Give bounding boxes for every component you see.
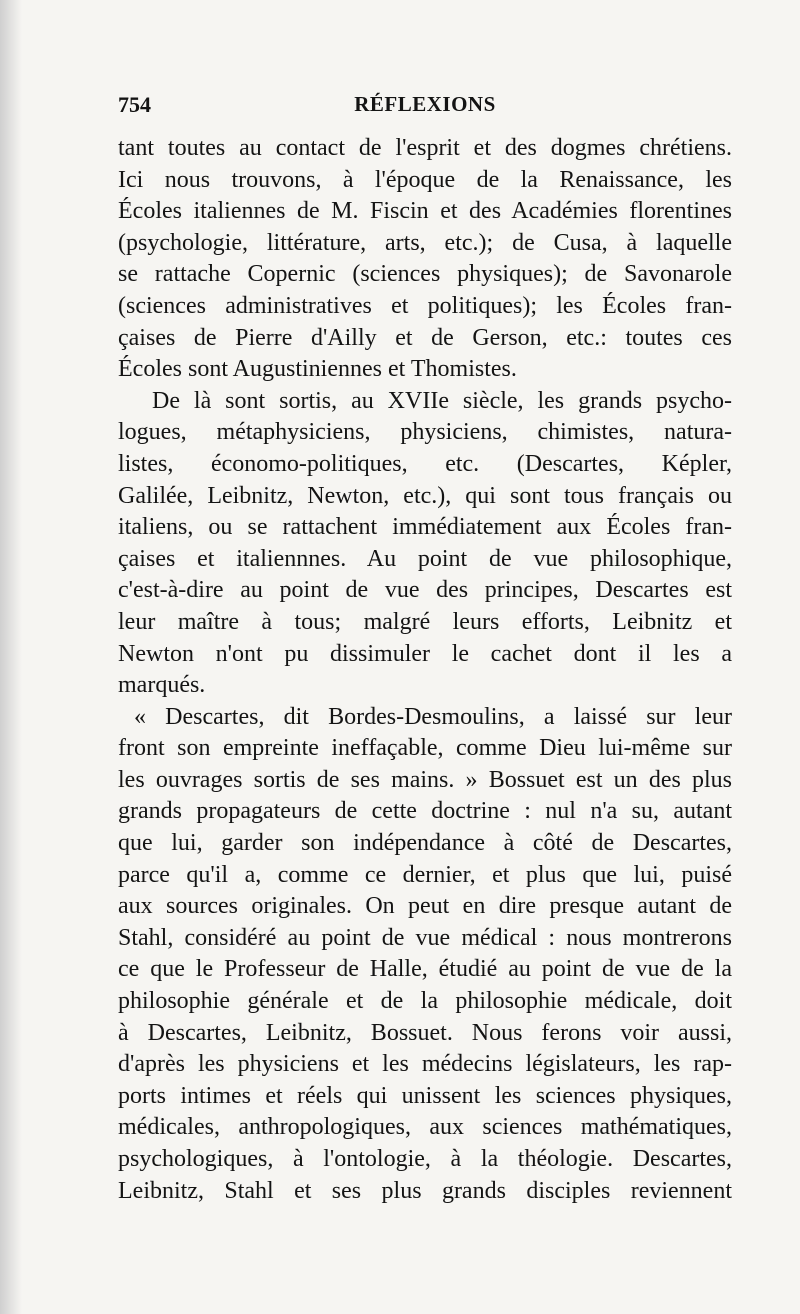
text-line: Newton n'ont pu dissimuler le cachet dont il les a [118, 640, 732, 667]
text-line: les ouvrages sortis de ses mains. » Bossuet est un des plus [118, 766, 732, 793]
text-line: (sciences administratives et politiques); les Écoles fran- [118, 292, 732, 319]
text-line: grands propagateurs de cette doctrine : nul n'a su, autant [118, 798, 732, 825]
text-line: à Descartes, Leibnitz, Bossuet. Nous ferons voir aussi, [118, 1019, 732, 1046]
text-line: philosophie générale et de la philosophie médicale, doit [118, 988, 732, 1015]
text-line: parce qu'il a, comme ce dernier, et plus que lui, puisé [118, 861, 732, 888]
text-line: (psychologie, littérature, arts, etc.); de Cusa, à laquelle [118, 229, 732, 256]
text-line: ports intimes et réels qui unissent les sciences physiques, [118, 1082, 732, 1109]
text-line: marqués. [118, 672, 206, 699]
page-shadow [0, 0, 22, 1314]
text-line: d'après les physiciens et les médecins législateurs, les rap- [118, 1051, 732, 1078]
text-line: Leibnitz, Stahl et ses plus grands disciples reviennent [118, 1177, 732, 1204]
text-line: çaises et italiennnes. Au point de vue philosophique, [118, 545, 732, 572]
text-line: Stahl, considéré au point de vue médical : nous montrerons [118, 924, 732, 951]
text-line: médicales, anthropologiques, aux sciences mathématiques, [118, 1114, 732, 1141]
text-line: listes, économo-politiques, etc. (Descartes, Képler, [118, 450, 732, 477]
body-text [118, 133, 732, 1207]
page-header [118, 92, 732, 122]
text-line: Écoles italiennes de M. Fiscin et des Académies florentines [118, 198, 732, 225]
text-line: Ici nous trouvons, à l'époque de la Renaissance, les [118, 166, 732, 193]
text-line: Galilée, Leibnitz, Newton, etc.), qui sont tous français ou [118, 482, 732, 509]
text-line: Écoles sont Augustiniennes et Thomistes. [118, 356, 517, 383]
page-number: 754 [118, 92, 151, 117]
text-line: leur maître à tous; malgré leurs efforts, Leibnitz et [118, 608, 732, 635]
running-title: RÉFLEXIONS [354, 92, 496, 116]
text-line: tant toutes au contact de l'esprit et des dogmes chrétiens. [118, 135, 732, 161]
text-line: front son empreinte ineffaçable, comme Dieu lui-même sur [118, 735, 732, 762]
text-line: ce que le Professeur de Halle, étudié au point de vue de la [118, 956, 732, 983]
paragraph-start: « Descartes, dit Bordes-Desmoulins, a laissé sur leur [134, 703, 732, 730]
text-line: çaises de Pierre d'Ailly et de Gerson, etc.: toutes ces [118, 324, 732, 351]
text-line: que lui, garder son indépendance à côté de Descartes, [118, 830, 732, 857]
text-line: psychologiques, à l'ontologie, à la théologie. Descartes, [118, 1146, 732, 1172]
paragraph-start: De là sont sortis, au XVIIe siècle, les grands psycho- [152, 387, 732, 414]
text-line: c'est-à-dire au point de vue des principes, Descartes est [118, 577, 732, 604]
text-line: aux sources originales. On peut en dire presque autant de [118, 893, 732, 920]
text-line: italiens, ou se rattachent immédiatement aux Écoles fran- [118, 514, 732, 541]
text-line: logues, métaphysiciens, physiciens, chimistes, natura- [118, 419, 732, 446]
text-line: se rattache Copernic (sciences physiques); de Savonarole [118, 261, 732, 288]
